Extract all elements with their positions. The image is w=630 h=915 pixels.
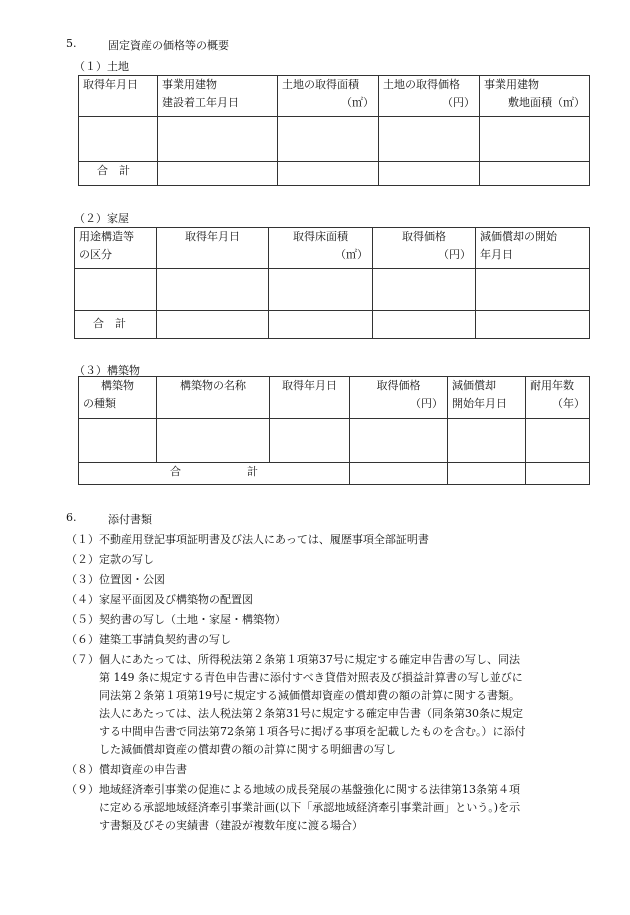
attachment-list: [66, 531, 586, 837]
house-total-label: 合 計: [75, 311, 157, 339]
attachment-item: [66, 551, 586, 569]
struct-header-name: 構築物の名称: [157, 377, 270, 419]
struct-cell[interactable]: [270, 419, 350, 463]
attachment-item-line: 地域経済牽引事業の促進による地域の成長発展の基盤強化に関する法律第13条第４項: [99, 783, 520, 796]
attachment-item-line: す書類及びその実績書（建設が複数年度に渡る場合）: [99, 819, 363, 832]
attachment-item-line: 位置図・公図: [99, 573, 165, 586]
attachment-item-line: 同法第２条第１項第19号に規定する減価償却資産の償却費の額の計算に関する書類。: [99, 689, 520, 702]
house-header-price: 取得価格 （円）: [373, 228, 476, 269]
attachment-item-line: 家屋平面図及び構築物の配置図: [99, 593, 253, 606]
land-cell[interactable]: [278, 117, 379, 162]
house-header-row: [75, 228, 590, 269]
struct-header-type: 構築物 の種類: [79, 377, 157, 419]
attachment-item-line: 不動産用登記事項証明書及び法人にあっては、履歴事項全部証明書: [99, 533, 429, 546]
struct-cell[interactable]: [350, 419, 448, 463]
attachment-item: [66, 591, 586, 609]
house-cell[interactable]: [476, 269, 590, 311]
attachment-item-number: （７）: [66, 653, 99, 666]
section6-number: 6.: [66, 511, 77, 524]
attachment-item-number: （５）: [66, 613, 99, 626]
land-header-site-area: 事業用建物 敷地面積（㎡）: [480, 76, 590, 117]
house-cell[interactable]: [157, 269, 269, 311]
struct-total-row: [79, 463, 590, 485]
land-header-area: 土地の取得面積 （㎡）: [278, 76, 379, 117]
struct-subtitle: （３）構築物: [74, 364, 140, 377]
house-cell[interactable]: [75, 269, 157, 311]
attachment-item-line: する中間申告書で同法第72条第１項各号に掲げる事項を記載したものを含む。）に添付: [99, 725, 526, 738]
attachment-item: [66, 761, 586, 779]
section5-number: 5.: [66, 37, 77, 50]
house-header-depreciation: 減価償却の開始 年月日: [476, 228, 590, 269]
house-subtitle: （２）家屋: [74, 212, 129, 225]
struct-header-useful-life: 耐用年数 （年）: [526, 377, 590, 419]
attachment-item-number: （４）: [66, 593, 99, 606]
struct-total-label: 合 計: [79, 463, 350, 485]
attachment-item-number: （１）: [66, 533, 99, 546]
struct-cell[interactable]: [79, 419, 157, 463]
attachment-item: [66, 651, 586, 759]
land-table: [78, 75, 590, 186]
struct-cell[interactable]: [526, 419, 590, 463]
attachment-item: [66, 611, 586, 629]
struct-cell[interactable]: [526, 463, 590, 485]
land-header-row: [79, 76, 590, 117]
land-subtitle: （１）土地: [74, 60, 129, 73]
house-cell[interactable]: [373, 311, 476, 339]
attachment-item-text: [99, 551, 586, 569]
attachment-item: [66, 531, 586, 549]
house-table: [74, 227, 590, 339]
attachment-item: [66, 781, 586, 835]
attachment-item-line: 契約書の写し（土地・家屋・構築物）: [99, 613, 286, 626]
attachment-item-text: [99, 781, 586, 835]
section6-title: 添付書類: [108, 513, 152, 526]
attachment-item-text: [99, 571, 586, 589]
attachment-item-text: [99, 611, 586, 629]
attachment-item-text: [99, 651, 586, 759]
attachment-item-line: 定款の写し: [99, 553, 154, 566]
house-data-row: [75, 269, 590, 311]
land-header-construction-date: 事業用建物 建設着工年月日: [158, 76, 278, 117]
attachment-item: [66, 631, 586, 649]
attachment-item-text: [99, 531, 586, 549]
house-cell[interactable]: [269, 311, 373, 339]
land-header-price: 土地の取得価格 （円）: [379, 76, 480, 117]
attachment-item-line: 第 149 条に規定する青色申告書に添付すべき貸借対照表及び損益計算書の写し並びに: [99, 671, 523, 684]
land-cell[interactable]: [379, 162, 480, 186]
attachment-item-line: 法人にあたっては、法人税法第２条第31号に規定する確定申告書（同条第30条に規定: [99, 707, 523, 720]
attachment-item-number: （３）: [66, 573, 99, 586]
attachment-item: [66, 571, 586, 589]
land-cell[interactable]: [379, 117, 480, 162]
land-data-row: [79, 117, 590, 162]
land-total-row: [79, 162, 590, 186]
house-header-usage: 用途構造等 の区分: [75, 228, 157, 269]
house-header-floor-area: 取得床面積 （㎡）: [269, 228, 373, 269]
struct-table: [78, 376, 590, 485]
attachment-item-text: [99, 631, 586, 649]
attachment-item-line: した減価償却資産の償却費の額の計算に関する明細書の写し: [99, 743, 396, 756]
attachment-item-number: （６）: [66, 633, 99, 646]
land-cell[interactable]: [158, 162, 278, 186]
attachment-item-number: （２）: [66, 553, 99, 566]
land-cell[interactable]: [79, 117, 158, 162]
land-cell[interactable]: [480, 117, 590, 162]
attachment-item-text: [99, 761, 586, 779]
land-cell[interactable]: [158, 117, 278, 162]
land-cell[interactable]: [278, 162, 379, 186]
struct-header-price: 取得価格 （円）: [350, 377, 448, 419]
house-cell[interactable]: [476, 311, 590, 339]
land-total-label: 合 計: [79, 162, 158, 186]
house-total-row: [75, 311, 590, 339]
attachment-item-line: 建築工事請負契約書の写し: [99, 633, 231, 646]
attachment-item-number: （９）: [66, 783, 99, 796]
attachment-item-number: （８）: [66, 763, 99, 776]
section5-title: 固定資産の価格等の概要: [108, 39, 229, 52]
struct-cell[interactable]: [448, 419, 526, 463]
struct-header-depreciation: 減価償却 開始年月日: [448, 377, 526, 419]
attachment-item-line: 個人にあたっては、所得税法第２条第１項第37号に規定する確定申告書の写し、同法: [99, 653, 520, 666]
land-header-acq-date: 取得年月日: [79, 76, 158, 117]
struct-data-row: [79, 419, 590, 463]
house-cell[interactable]: [157, 311, 269, 339]
struct-cell[interactable]: [350, 463, 448, 485]
house-cell[interactable]: [269, 269, 373, 311]
house-cell[interactable]: [373, 269, 476, 311]
attachment-item-text: [99, 591, 586, 609]
attachment-item-line: に定める承認地域経済牽引事業計画(以下「承認地域経済牽引事業計画」という。)を示: [99, 801, 521, 814]
struct-header-row: [79, 377, 590, 419]
struct-header-acq-date: 取得年月日: [270, 377, 350, 419]
land-cell[interactable]: [480, 162, 590, 186]
struct-cell[interactable]: [448, 463, 526, 485]
struct-cell[interactable]: [157, 419, 270, 463]
attachment-item-line: 償却資産の申告書: [99, 763, 187, 776]
house-header-acq-date: 取得年月日: [157, 228, 269, 269]
